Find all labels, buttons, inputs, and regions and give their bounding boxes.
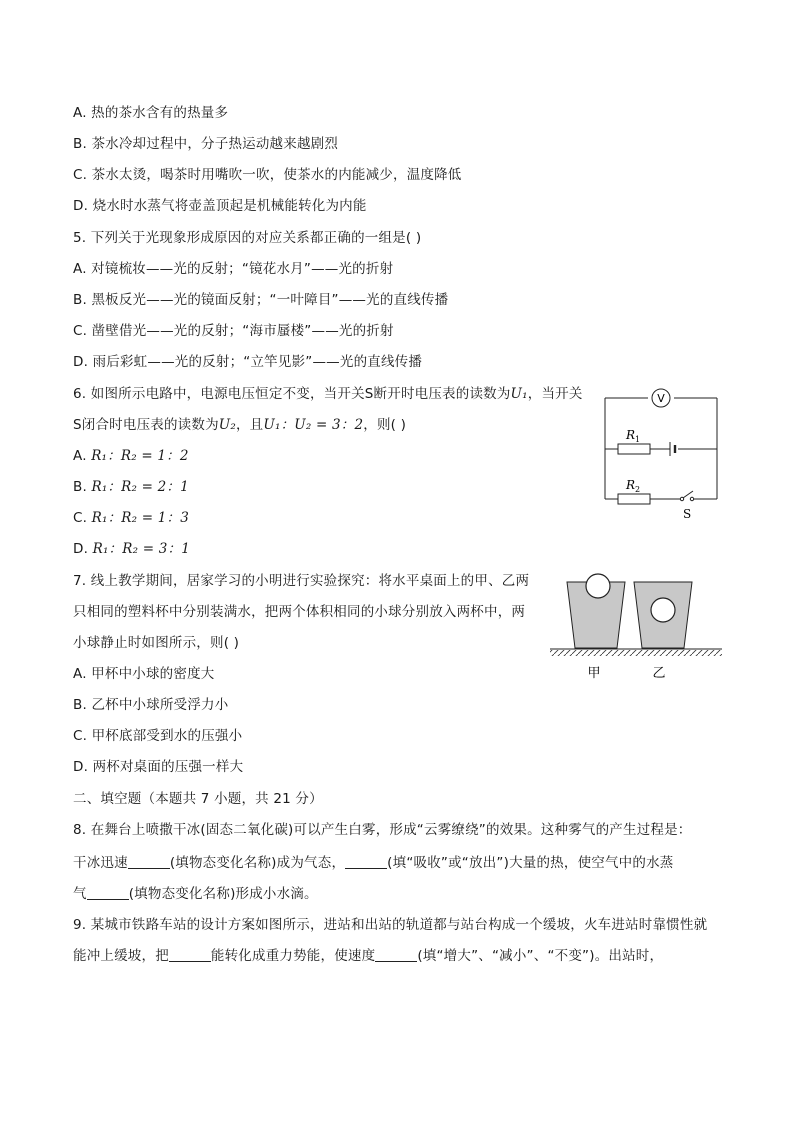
q5-option-d: D. 雨后彩虹——光的反射；“立竿见影”——光的直线传播 xyxy=(73,354,423,370)
answer-blank[interactable] xyxy=(345,853,387,869)
answer-blank[interactable] xyxy=(87,884,129,900)
q8-text: (填物态变化名称)成为气态， xyxy=(169,855,346,871)
answer-blank[interactable] xyxy=(169,946,211,962)
cup-yi-label: 乙 xyxy=(652,666,666,681)
q5-stem: 5. 下列关于光现象形成原因的对应关系都正确的一组是( ) xyxy=(73,230,422,246)
q4-option-b: B. 茶水冷却过程中，分子热运动越来越剧烈 xyxy=(73,136,339,152)
section-heading: 二、填空题（本题共 7 小题，共 21 分） xyxy=(73,791,323,807)
q6-stem-line1 xyxy=(73,384,583,404)
q7-option-b: B. 乙杯中小球所受浮力小 xyxy=(73,697,229,713)
q4-option-c: C. 茶水太烫，喝茶时用嘴吹一吹，使茶水的内能减少，温度降低 xyxy=(73,167,462,183)
q6-stem-text: S闭合时电压表的读数为 xyxy=(73,417,219,433)
q8-line2 xyxy=(73,853,673,873)
q7-stem-line1: 7. 线上教学期间，居家学习的小明进行实验探究：将水平桌面上的甲、乙两 xyxy=(73,573,530,589)
q7-stem-line2: 只相同的塑料杯中分别装满水，把两个体积相同的小球分别放入两杯中，两 xyxy=(73,604,526,620)
q6-option-b xyxy=(73,477,189,497)
q6-option-d xyxy=(73,539,190,559)
q4-option-a: A. 热的茶水含有的热量多 xyxy=(73,105,229,121)
r1-resistor xyxy=(618,444,650,454)
option-expression: R₁：R₂ = 3：1 xyxy=(92,541,191,557)
q7-option-c: C. 甲杯底部受到水的压强小 xyxy=(73,728,243,744)
q6-stem-text: ，当开关 xyxy=(527,386,583,402)
q9-line1: 9. 某城市铁路车站的设计方案如图所示，进站和出站的轨道都与站台构成一个缓坡，火车进站时靠惯性就 xyxy=(73,917,708,933)
q5-option-c: C. 凿壁借光——光的反射；“海市蜃楼”——光的折射 xyxy=(73,323,394,339)
q8-line3 xyxy=(73,884,318,904)
answer-blank[interactable] xyxy=(375,946,417,962)
q6-option-a xyxy=(73,446,189,466)
ball-yi xyxy=(651,598,675,622)
ball-jia xyxy=(586,574,610,598)
q9-text: (填“增大”、“减小”、“不变”)。出站时， xyxy=(417,948,664,964)
answer-blank[interactable] xyxy=(128,853,170,869)
q7-option-a: A. 甲杯中小球的密度大 xyxy=(73,666,215,682)
switch-label: S xyxy=(683,507,692,521)
q6-stem-text: ，则( ) xyxy=(363,417,407,433)
option-label: A. xyxy=(73,448,92,464)
q8-text: 干冰迅速 xyxy=(73,855,128,871)
q5-option-a: A. 对镜梳妆——光的反射；“镜花水月”——光的折射 xyxy=(73,261,394,277)
q5-option-b: B. 黑板反光——光的镜面反射；“一叶障目”——光的直线传播 xyxy=(73,292,449,308)
q6-stem-text: 6. 如图所示电路中，电源电压恒定不变，当开关S断开时电压表的读数为 xyxy=(73,386,511,402)
option-expression: R₁：R₂ = 1：3 xyxy=(91,510,190,526)
q6-u1-symbol: U₁ xyxy=(510,386,528,402)
r2-label: $R_2$ xyxy=(626,478,641,494)
q7-option-d: D. 两杯对桌面的压强一样大 xyxy=(73,759,244,775)
cup-jia-label: 甲 xyxy=(587,666,601,681)
q9-line2 xyxy=(73,946,663,966)
q7-stem-line3: 小球静止时如图所示，则( ) xyxy=(73,635,240,651)
circuit-diagram xyxy=(596,382,726,522)
q6-stem-line2 xyxy=(73,415,406,435)
q8-line1: 8. 在舞台上喷撒干冰(固态二氧化碳)可以产生白雾，形成“云雾缭绕”的效果。这种雾气的产生过程是： xyxy=(73,822,692,838)
option-expression: R₁：R₂ = 2：1 xyxy=(91,479,189,495)
r1-label: $R_1$ xyxy=(626,428,641,444)
option-label: D. xyxy=(73,541,93,557)
q6-stem-text: ，且 xyxy=(235,417,264,433)
voltmeter-label: V xyxy=(657,392,665,405)
q9-text: 能冲上缓坡，把 xyxy=(73,948,169,964)
q8-text: (填物态变化名称)形成小水滴。 xyxy=(128,886,318,902)
r2-resistor xyxy=(618,494,650,504)
option-expression: R₁：R₂ = 1：2 xyxy=(91,448,189,464)
q9-text: 能转化成重力势能，使速度 xyxy=(210,948,376,964)
option-label: B. xyxy=(73,479,92,495)
q6-u2-symbol: U₂ xyxy=(218,417,236,433)
q4-option-d: D. 烧水时水蒸气将壶盖顶起是机械能转化为内能 xyxy=(73,198,367,214)
q6-option-c xyxy=(73,508,189,528)
q8-text: (填“吸收”或“放出”)大量的热，使空气中的水蒸 xyxy=(387,855,674,871)
cups-diagram xyxy=(548,570,724,685)
q6-ratio: U₁：U₂ = 3：2 xyxy=(263,417,364,433)
q8-text: 气 xyxy=(73,886,87,902)
option-label: C. xyxy=(73,510,92,526)
